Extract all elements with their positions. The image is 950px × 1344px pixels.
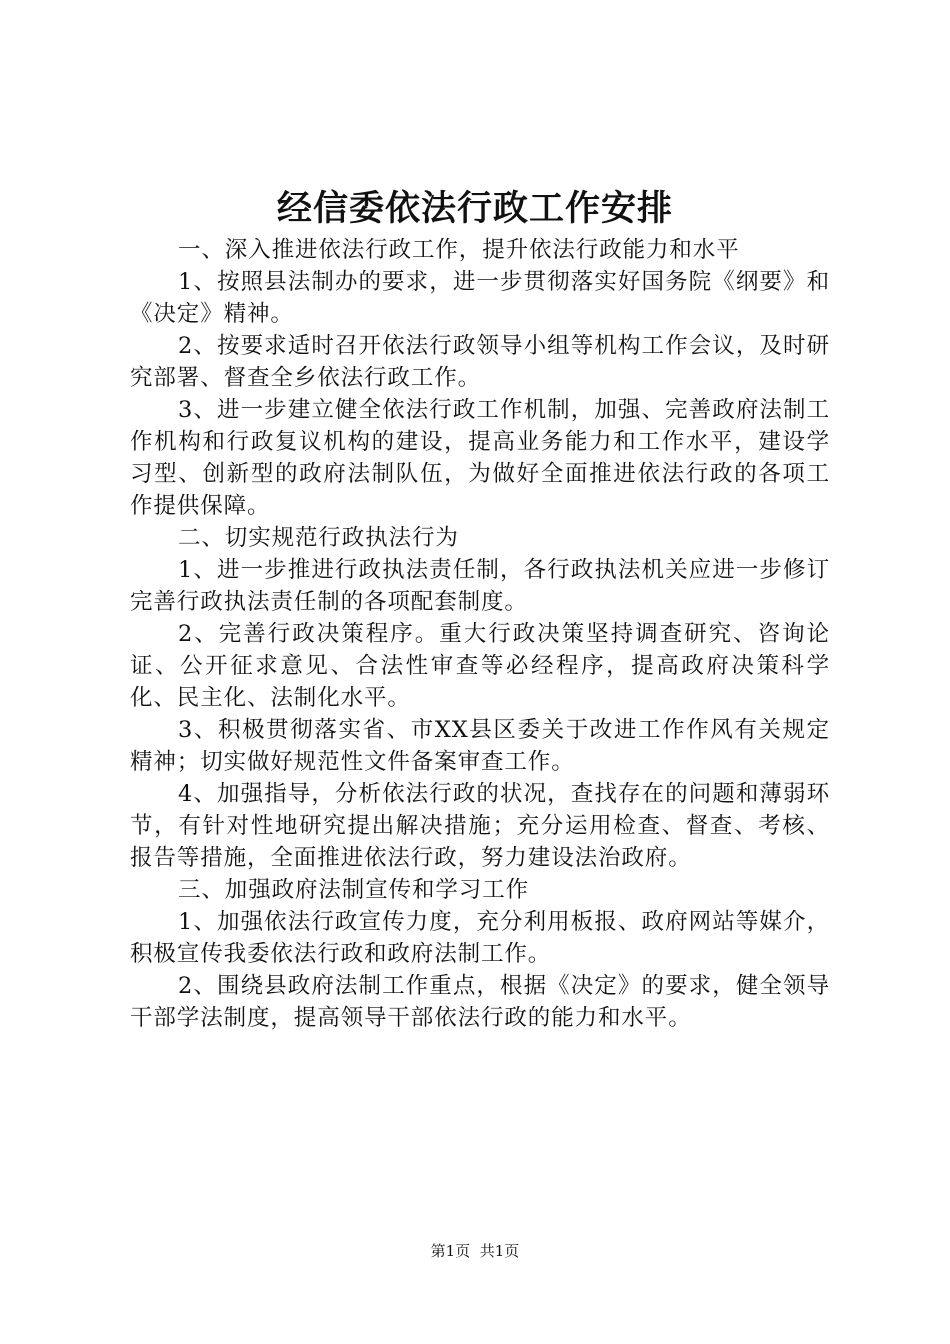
document-body	[130, 234, 830, 1034]
paragraph: 1、按照县法制办的要求，进一步贯彻落实好国务院《纲要》和《决定》精神。	[130, 269, 830, 327]
paragraph: 4、加强指导，分析依法行政的状况，查找存在的问题和薄弱环节，有针对性地研究提出解决措施；充分运用检查、督查、考核、报告等措施，全面推进依法行政，努力建设法治政府。	[130, 781, 830, 871]
paragraph: 3、积极贯彻落实省、市XX县区委关于改进工作作风有关规定精神；切实做好规范性文件备案审查工作。	[130, 717, 830, 775]
page-footer	[0, 1240, 950, 1262]
document-title: 经信委依法行政工作安排	[276, 188, 673, 229]
page-number: 第1页	[430, 1242, 471, 1260]
paragraph: 3、进一步建立健全依法行政工作机制，加强、完善政府法制工作机构和行政复议机构的建设，提高业务能力和工作水平，建设学习型、创新型的政府法制队伍，为做好全面推进依法行政的各项工作提供保障。	[130, 397, 830, 519]
footer-separator	[470, 1242, 480, 1260]
paragraph: 2、围绕县政府法制工作重点，根据《决定》的要求，健全领导干部学法制度，提高领导干部依法行政的能力和水平。	[130, 973, 830, 1031]
section-heading-2: 二、切实规范行政执法行为	[178, 525, 459, 551]
page-total: 共1页	[479, 1242, 520, 1260]
section-heading-1: 一、深入推进依法行政工作，提升依法行政能力和水平	[178, 237, 740, 263]
section-heading-3: 三、加强政府法制宣传和学习工作	[178, 877, 530, 903]
paragraph: 2、按要求适时召开依法行政领导小组等机构工作会议，及时研究部署、督查全乡依法行政工作。	[130, 333, 830, 391]
paragraph: 1、进一步推进行政执法责任制，各行政执法机关应进一步修订完善行政执法责任制的各项配套制度。	[130, 557, 830, 615]
paragraph: 1、加强依法行政宣传力度，充分利用板报、政府网站等媒介，积极宣传我委依法行政和政府法制工作。	[130, 909, 830, 967]
paragraph: 2、完善行政决策程序。重大行政决策坚持调查研究、咨询论证、公开征求意见、合法性审查等必经程序，提高政府决策科学化、民主化、法制化水平。	[130, 621, 830, 711]
